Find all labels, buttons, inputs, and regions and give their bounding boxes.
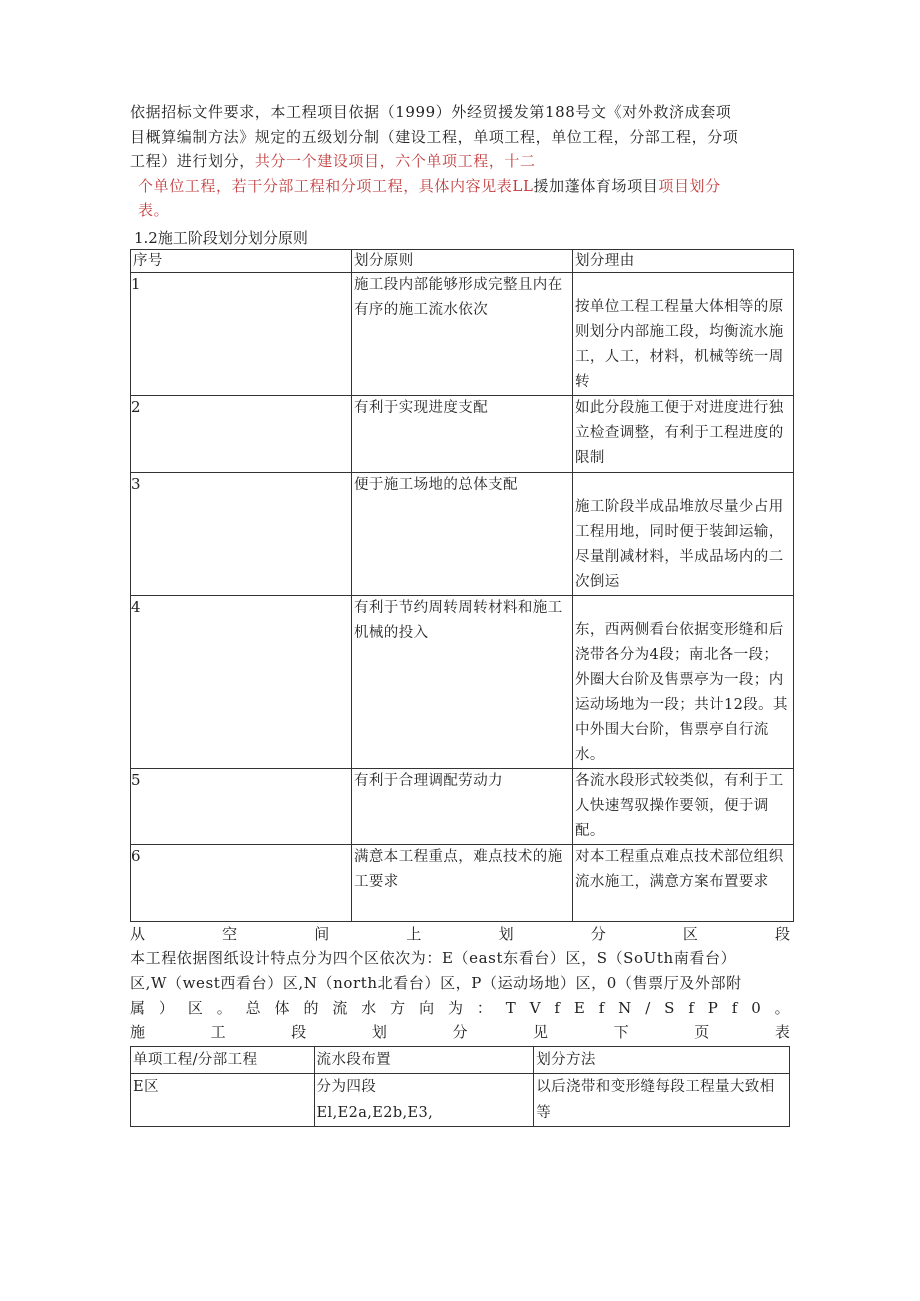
char: 表 <box>774 1022 790 1041</box>
intro-line-3-highlight: 共分一个建设项目，六个单项工程，十二 <box>254 152 536 170</box>
char: 分 <box>452 1022 468 1041</box>
char: T <box>505 998 516 1017</box>
char: 区 <box>682 924 698 943</box>
table-row <box>131 595 794 768</box>
char: f <box>688 998 694 1017</box>
char: f <box>554 998 560 1017</box>
row-number: 3 <box>131 472 352 595</box>
header-cell: 单项工程/分部工程 <box>131 1046 315 1073</box>
document-page <box>130 100 790 1127</box>
char: 划 <box>498 924 514 943</box>
char: 下 <box>613 1022 629 1041</box>
char: 。 <box>216 998 232 1017</box>
char: 为 <box>447 998 463 1017</box>
char: N <box>618 998 632 1017</box>
segment-division-table <box>130 1046 790 1127</box>
row-principle: 有利于合理调配劳动力 <box>352 768 573 844</box>
char: 体 <box>274 998 290 1017</box>
intro-line-2: 目概算编制方法》规定的五级划分制（建设工程，单项工程，单位工程，分部工程，分项 <box>130 127 739 146</box>
zone-line-2: 区,W（west西看台）区,N（north北看台）区，P（运动场地）区，0（售票厅及外部附 <box>130 973 742 992</box>
table-row <box>131 395 794 472</box>
char: P <box>707 998 718 1017</box>
char: 上 <box>406 924 422 943</box>
row-unit: E区 <box>131 1073 315 1126</box>
char: 方 <box>390 998 406 1017</box>
row-method: 以后浇带和变形缝每段工程量大致相等 <box>534 1073 790 1126</box>
row-principle: 有利于节约周转周转材料和施工机械的投入 <box>352 595 573 768</box>
row-number: 2 <box>131 395 352 472</box>
intro-line-5-highlight: 表。 <box>138 201 170 219</box>
intro-line-4-highlight-c: 项目划分 <box>658 176 721 195</box>
char: 流 <box>332 998 348 1017</box>
char: S <box>664 998 675 1017</box>
zone-line-1: 本工程依据图纸设计特点分为四个区依次为：E（east东看台）区，S（SoUth南看台） <box>130 948 737 967</box>
spaced-line-spatial-division <box>130 922 790 946</box>
char: 页 <box>694 1022 710 1041</box>
row-number: 6 <box>131 844 352 921</box>
spaced-line-segment-table-ref <box>130 1020 790 1044</box>
char: 从 <box>130 924 146 943</box>
table-header-row <box>131 1046 790 1073</box>
char: 水 <box>361 998 377 1017</box>
row-principle: 满意本工程重点，难点技术的施工要求 <box>352 844 573 921</box>
char: 属 <box>130 998 146 1017</box>
zone-paragraph <box>130 946 790 996</box>
char: 段 <box>291 1022 307 1041</box>
char: ： <box>476 998 492 1017</box>
section-heading: 1.2施工阶段划分划分原则 <box>134 228 308 247</box>
table-row <box>131 472 794 595</box>
char: 向 <box>419 998 435 1017</box>
char: 段 <box>774 924 790 943</box>
intro-line-4-text: 援加蓬体育场项目 <box>533 176 659 195</box>
char: 分 <box>590 924 606 943</box>
header-cell: 划分原则 <box>352 249 573 272</box>
row-reason: 如此分段施工便于对进度进行独立检查调整，有利于工程进度的限制 <box>573 395 794 472</box>
table-row <box>131 1073 790 1126</box>
row-reason: 东，西两侧看台依据变形缝和后浇带各分为4段；南北各一段；外圈大台阶及售票亭为一段；内运动场地为一段；共计12段。其中外围大台阶，售票亭自行流水。 <box>573 595 794 768</box>
char: 。 <box>774 998 790 1017</box>
char: f <box>731 998 738 1017</box>
table-header-row <box>131 249 794 272</box>
table-row <box>131 768 794 844</box>
row-reason: 按单位工程工程量大体相等的原则划分内部施工段，均衡流水施工，人工，材料，机械等统一周转 <box>573 272 794 395</box>
table-row <box>131 272 794 395</box>
row-number: 5 <box>131 768 352 844</box>
char: 的 <box>303 998 319 1017</box>
char: 总 <box>245 998 261 1017</box>
char: 划 <box>371 1022 387 1041</box>
row-principle: 有利于实现进度支配 <box>352 395 573 472</box>
row-layout: 分为四段El,E2a,E2b,E3, <box>314 1073 534 1126</box>
table-row <box>131 844 794 921</box>
char: 0 <box>751 998 761 1017</box>
intro-paragraph <box>130 100 790 223</box>
header-cell: 划分方法 <box>534 1046 790 1073</box>
row-reason: 各流水段形式较类似，有利于工人快速驾驭操作要领，便于调配。 <box>573 768 794 844</box>
division-principles-table <box>130 249 794 922</box>
row-number: 1 <box>131 272 352 395</box>
char: f <box>598 998 605 1017</box>
intro-line-1: 依据招标文件要求，本工程项目依据（1999）外经贸援发第188号文《对外救济成套项 <box>130 103 732 121</box>
row-number: 4 <box>131 595 352 768</box>
char: ） <box>158 998 174 1017</box>
intro-line-4-highlight-b: LL <box>512 176 534 195</box>
char: / <box>645 998 651 1017</box>
char: V <box>529 998 541 1017</box>
char: 见 <box>533 1022 549 1041</box>
header-cell: 序号 <box>131 249 352 272</box>
intro-line-3: 工程）进行划分， <box>130 152 255 170</box>
char: 区 <box>187 998 203 1017</box>
char: 施 <box>130 1022 146 1041</box>
char: 空 <box>222 924 238 943</box>
char: 工 <box>210 1022 226 1041</box>
header-cell: 划分理由 <box>573 249 794 272</box>
intro-line-4-highlight-a: 个单位工程，若干分部工程和分项工程，具体内容见表 <box>138 176 513 195</box>
row-reason: 施工阶段半成品堆放尽量少占用工程用地，同时便于装卸运输，尽量削减材料，半成品场内的二次倒运 <box>573 472 794 595</box>
row-reason: 对本工程重点难点技术部位组织流水施工，满意方案布置要求 <box>573 844 794 921</box>
row-principle: 便于施工场地的总体支配 <box>352 472 573 595</box>
header-cell: 流水段布置 <box>314 1046 534 1073</box>
char: 间 <box>314 924 330 943</box>
spaced-line-flow-direction <box>130 996 790 1020</box>
char: E <box>573 998 585 1017</box>
row-principle: 施工段内部能够形成完整且内在有序的施工流水依次 <box>352 272 573 395</box>
